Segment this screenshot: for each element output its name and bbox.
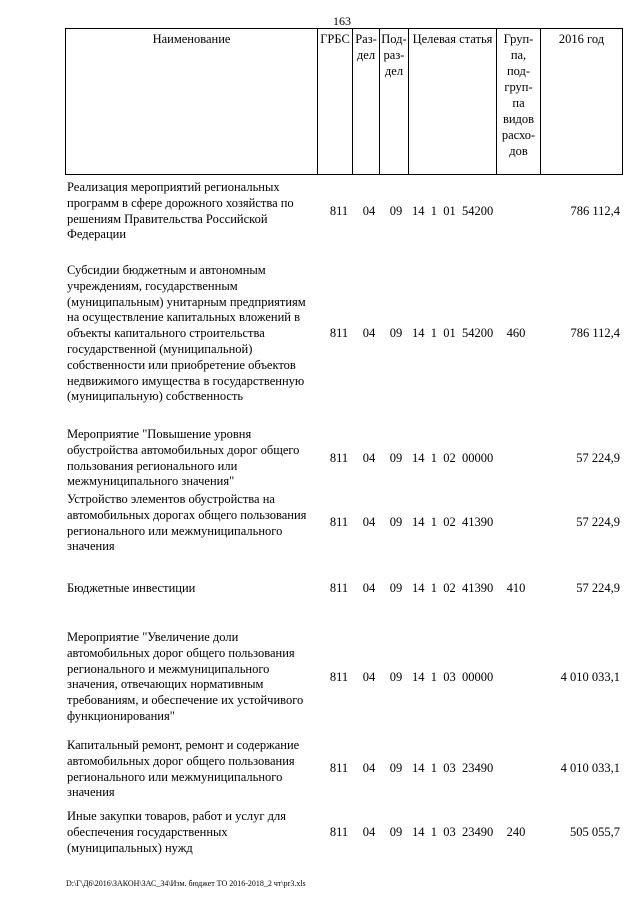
row-target: 14 1 01 54200 <box>412 326 494 340</box>
row-grbs: 811 <box>329 204 349 218</box>
row-amount: 57 224,9 <box>576 451 620 465</box>
row-name: Реализация мероприятий региональных программ в сфере дорожного хозяйства по решениям Правительства Российской Федерации <box>67 180 294 242</box>
row-name: Мероприятие "Увеличение доли автомобильных дорог общего пользования регионального и межмуниципального значения, отвечающих нормативным требованиям, и обеспечение их устойчивого функционирования" <box>67 630 304 723</box>
row-razdel: 04 <box>362 825 376 839</box>
header-name: Наименование <box>66 29 318 174</box>
row-amount: 786 112,4 <box>570 204 620 218</box>
row-podrazdel: 09 <box>389 761 403 775</box>
header-group: Груп- па, под- груп- па видов расхо- дов <box>497 29 541 174</box>
row-podrazdel: 09 <box>389 825 403 839</box>
row-razdel: 04 <box>362 761 376 775</box>
row-razdel: 04 <box>362 204 376 218</box>
table-header <box>65 28 623 175</box>
row-name: Капитальный ремонт, ремонт и содержание автомобильных дорог общего пользования регионального или межмуниципального значения <box>67 738 300 800</box>
row-group: 410 <box>506 581 526 595</box>
file-path-footer: D:\Г\Д6\2016\ЗАКОН\ЗАС_34\Изм. бюджет ТО 2016-2018_2 чт\pr3.xls <box>66 879 306 888</box>
row-name: Иные закупки товаров, работ и услуг для обеспечения государственных (муниципальных) нужд <box>67 809 287 855</box>
row-razdel: 04 <box>362 451 376 465</box>
row-amount: 4 010 033,1 <box>560 761 620 775</box>
row-amount: 786 112,4 <box>570 326 620 340</box>
row-amount: 57 224,9 <box>576 515 620 529</box>
row-grbs: 811 <box>329 670 349 684</box>
row-podrazdel: 09 <box>389 451 403 465</box>
row-target: 14 1 02 41390 <box>412 581 494 595</box>
page-number: 163 <box>333 14 351 28</box>
row-podrazdel: 09 <box>389 515 403 529</box>
header-grbs: ГРБС <box>318 29 353 174</box>
row-name: Мероприятие "Повышение уровня обустройства автомобильных дорог общего пользования регионального или межмуниципального значения" <box>67 427 300 489</box>
row-podrazdel: 09 <box>389 326 403 340</box>
row-target: 14 1 01 54200 <box>412 204 494 218</box>
header-target: Целевая статья <box>409 29 497 174</box>
row-name: Субсидии бюджетным и автономным учреждениям, государственным (муниципальным) унитарным предприятиям на осуществление капитальных вложений в объекты капитального строительства государственной (муниципальной) собственности или приобретение объектов недвижимого имущества в государственную (муниципальную) собственность <box>67 263 306 404</box>
row-razdel: 04 <box>362 581 376 595</box>
row-grbs: 811 <box>329 825 349 839</box>
header-year: 2016 год <box>558 32 605 46</box>
row-name: Устройство элементов обустройства на автомобильных дорогах общего пользования регионального или межмуниципального значения <box>67 492 307 554</box>
row-amount: 505 055,7 <box>570 825 620 839</box>
row-grbs: 811 <box>329 761 349 775</box>
row-podrazdel: 09 <box>389 581 403 595</box>
row-amount: 57 224,9 <box>576 581 620 595</box>
header-podrazdel: Под- раз- дел <box>380 29 409 174</box>
header-razdel: Раз- дел <box>353 29 380 174</box>
row-group: 240 <box>506 825 526 839</box>
row-amount: 4 010 033,1 <box>560 670 620 684</box>
row-grbs: 811 <box>329 451 349 465</box>
row-target: 14 1 03 23490 <box>412 761 494 775</box>
row-group: 460 <box>506 326 526 340</box>
row-razdel: 04 <box>362 326 376 340</box>
row-podrazdel: 09 <box>389 204 403 218</box>
row-target: 14 1 03 23490 <box>412 825 494 839</box>
row-grbs: 811 <box>329 581 349 595</box>
row-grbs: 811 <box>329 515 349 529</box>
row-target: 14 1 02 00000 <box>412 451 494 465</box>
row-grbs: 811 <box>329 326 349 340</box>
row-razdel: 04 <box>362 515 376 529</box>
row-name: Бюджетные инвестиции <box>67 581 196 595</box>
row-target: 14 1 02 41390 <box>412 515 494 529</box>
row-razdel: 04 <box>362 670 376 684</box>
row-target: 14 1 03 00000 <box>412 670 494 684</box>
row-podrazdel: 09 <box>389 670 403 684</box>
